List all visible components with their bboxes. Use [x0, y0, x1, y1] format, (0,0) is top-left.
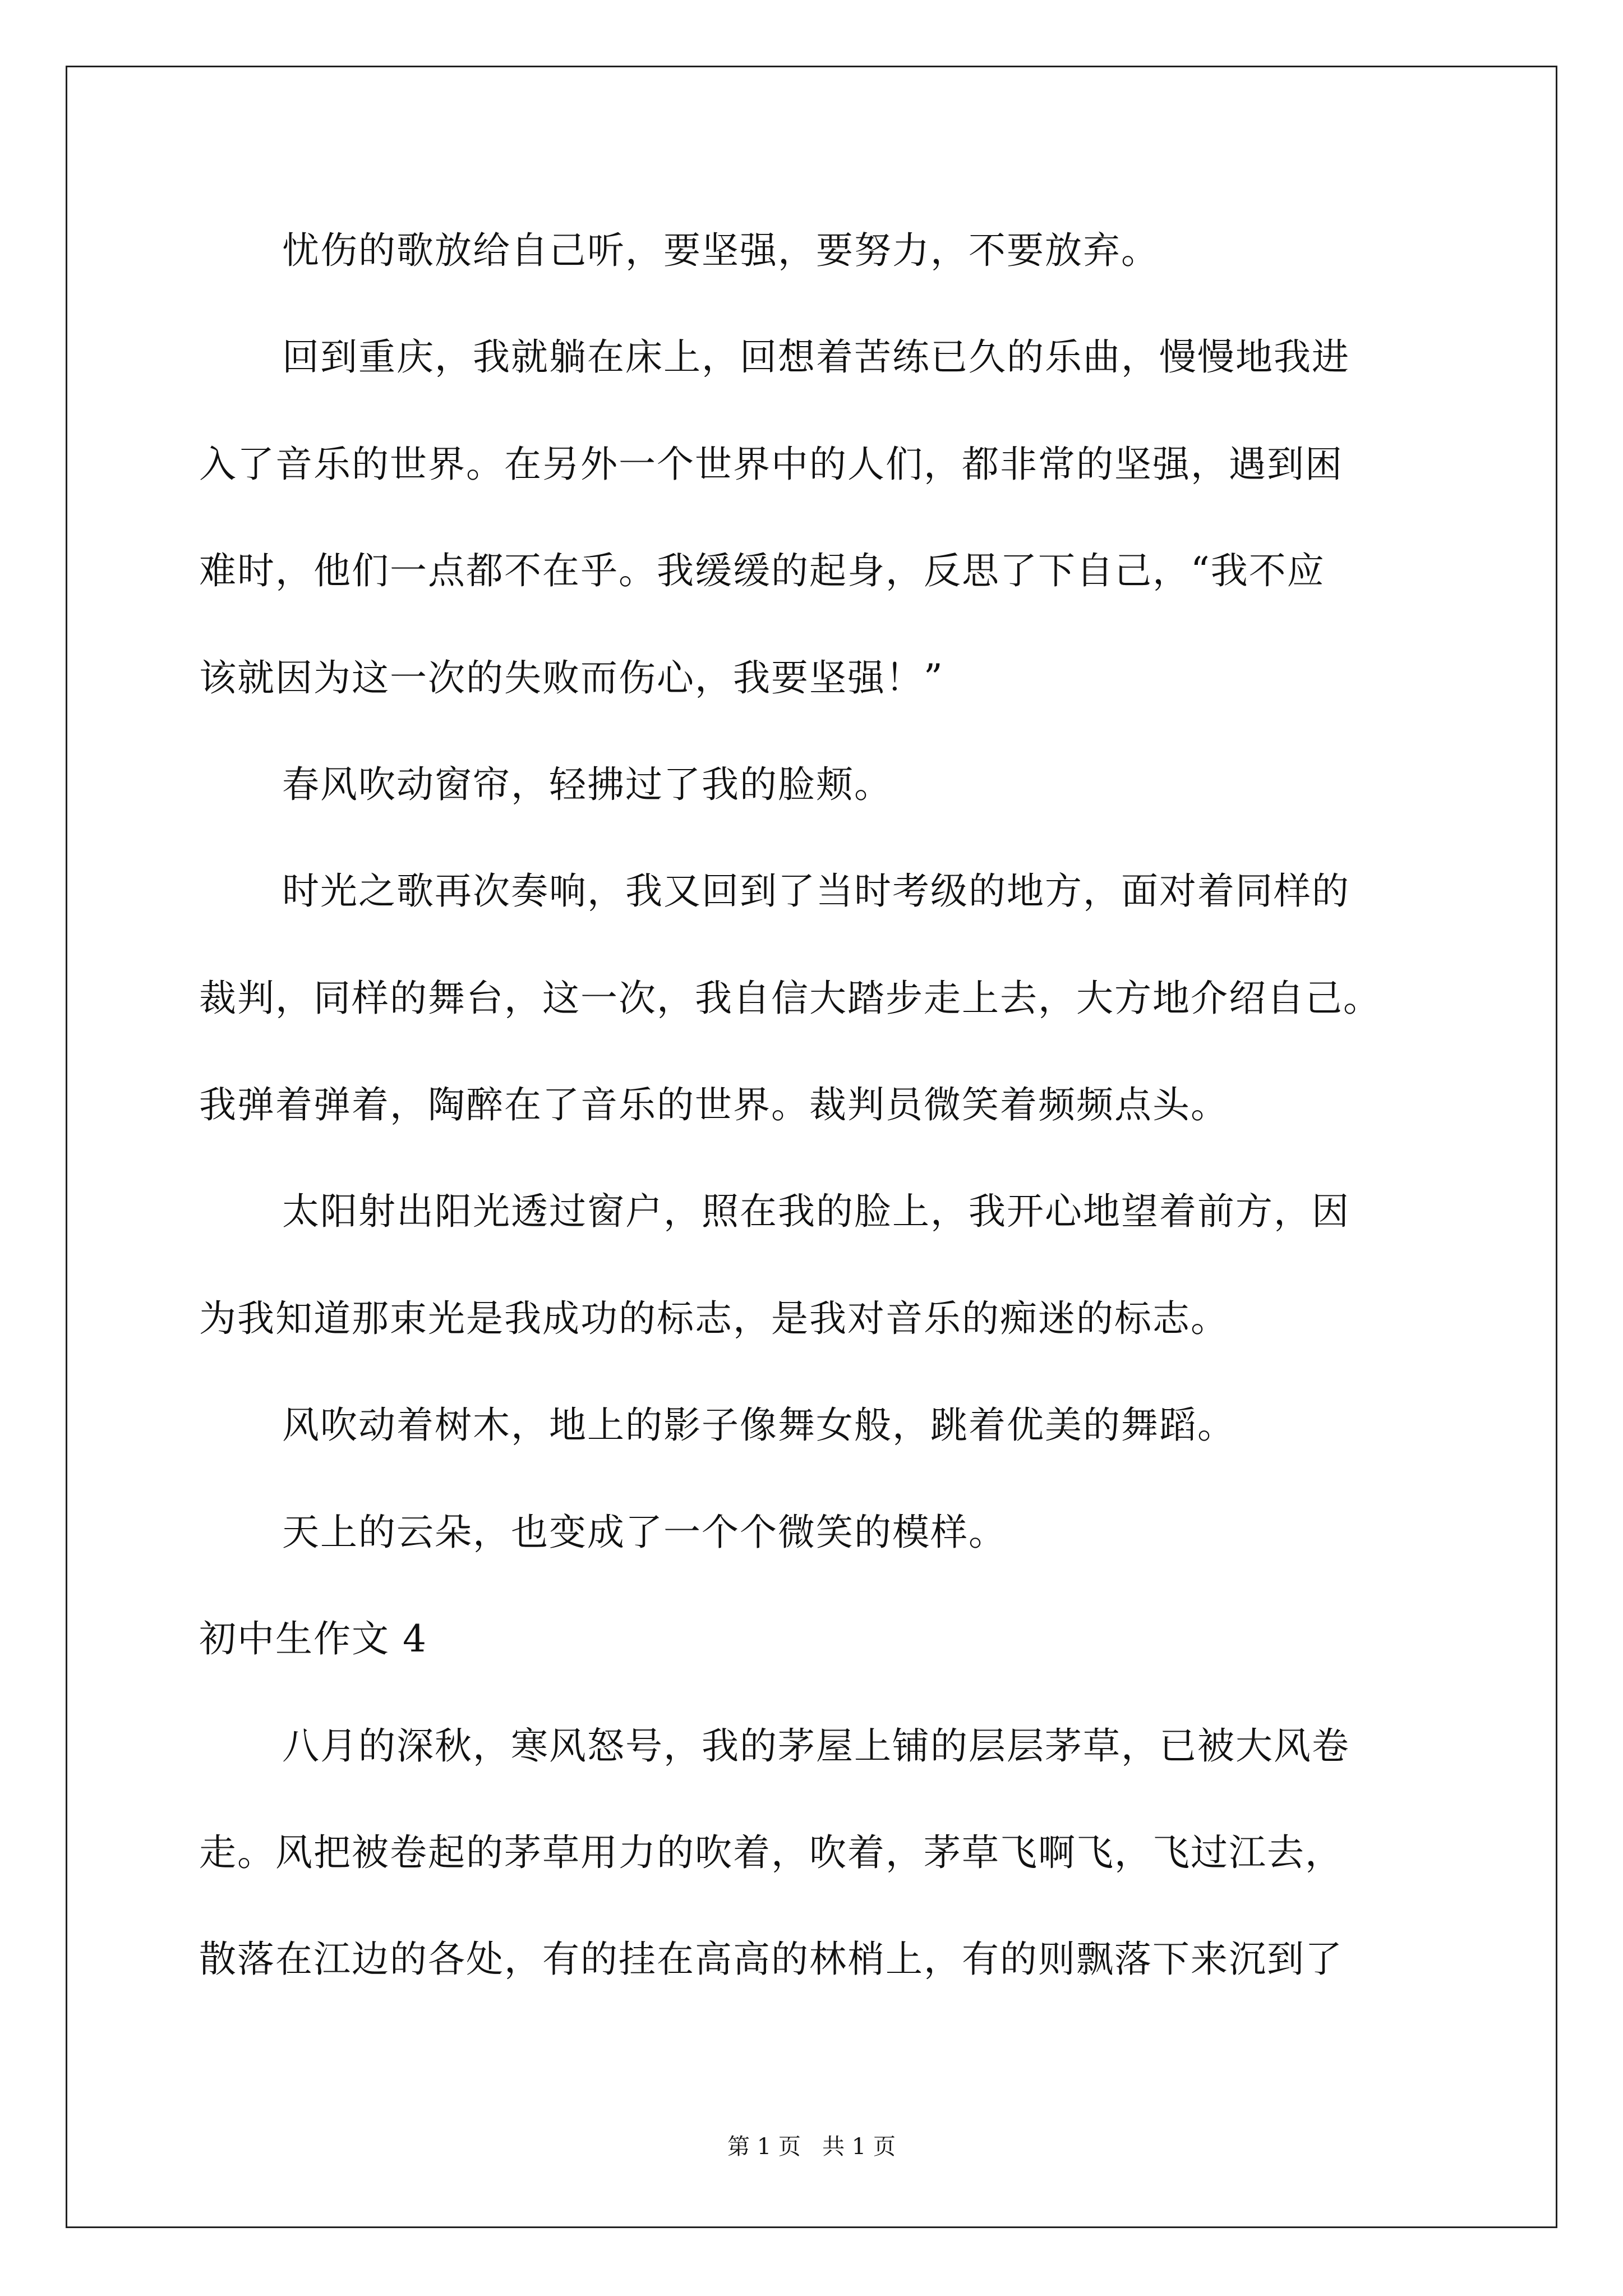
paragraph-line: 春风吹动窗帘，轻拂过了我的脸颊。 — [282, 763, 892, 806]
paragraph-line: 风吹动着树木，地上的影子像舞女般，跳着优美的舞蹈。 — [282, 1404, 1235, 1447]
paragraph-line: 忧伤的歌放给自己听，要坚强，要努力，不要放弃。 — [282, 229, 1159, 272]
paragraph-line: 时光之歌再次奏响，我又回到了当时考级的地方，面对着同样的 — [282, 869, 1350, 913]
paragraph-line: 为我知道那束光是我成功的标志，是我对音乐的痴迷的标志。 — [199, 1297, 1229, 1340]
paragraph-line: 回到重庆，我就躺在床上，回想着苦练已久的乐曲，慢慢地我进 — [282, 335, 1350, 379]
page-border — [66, 66, 1557, 2228]
paragraph-line: 难时，他们一点都不在乎。我缓缓的起身，反思了下自己，“我不应 — [199, 549, 1325, 592]
section-heading: 初中生作文 4 — [199, 1617, 427, 1660]
paragraph-line: 裁判，同样的舞台，这一次，我自信大踏步走上去，大方地介绍自己。 — [199, 977, 1381, 1020]
paragraph-line: 八月的深秋，寒风怒号，我的茅屋上铺的层层茅草，已被大风卷 — [282, 1724, 1350, 1768]
paragraph-line: 太阳射出阳光透过窗户，照在我的脸上，我开心地望着前方，因 — [282, 1190, 1350, 1233]
paragraph-line: 天上的云朵，也变成了一个个微笑的模样。 — [282, 1511, 1007, 1554]
page-footer: 第 1 页 共 1 页 — [727, 2134, 896, 2160]
paragraph-line: 走。风把被卷起的茅草用力的吹着，吹着，茅草飞啊飞，飞过江去， — [199, 1831, 1343, 1874]
paragraph-line: 该就因为这一次的失败而伤心，我要坚强！” — [199, 656, 944, 700]
paragraph-line: 散落在江边的各处，有的挂在高高的林梢上，有的则飘落下来沉到了 — [199, 1938, 1343, 1981]
paragraph-line: 我弹着弹着，陶醉在了音乐的世界。裁判员微笑着频频点头。 — [199, 1083, 1229, 1126]
paragraph-line: 入了音乐的世界。在另外一个世界中的人们，都非常的坚强，遇到困 — [199, 443, 1343, 486]
